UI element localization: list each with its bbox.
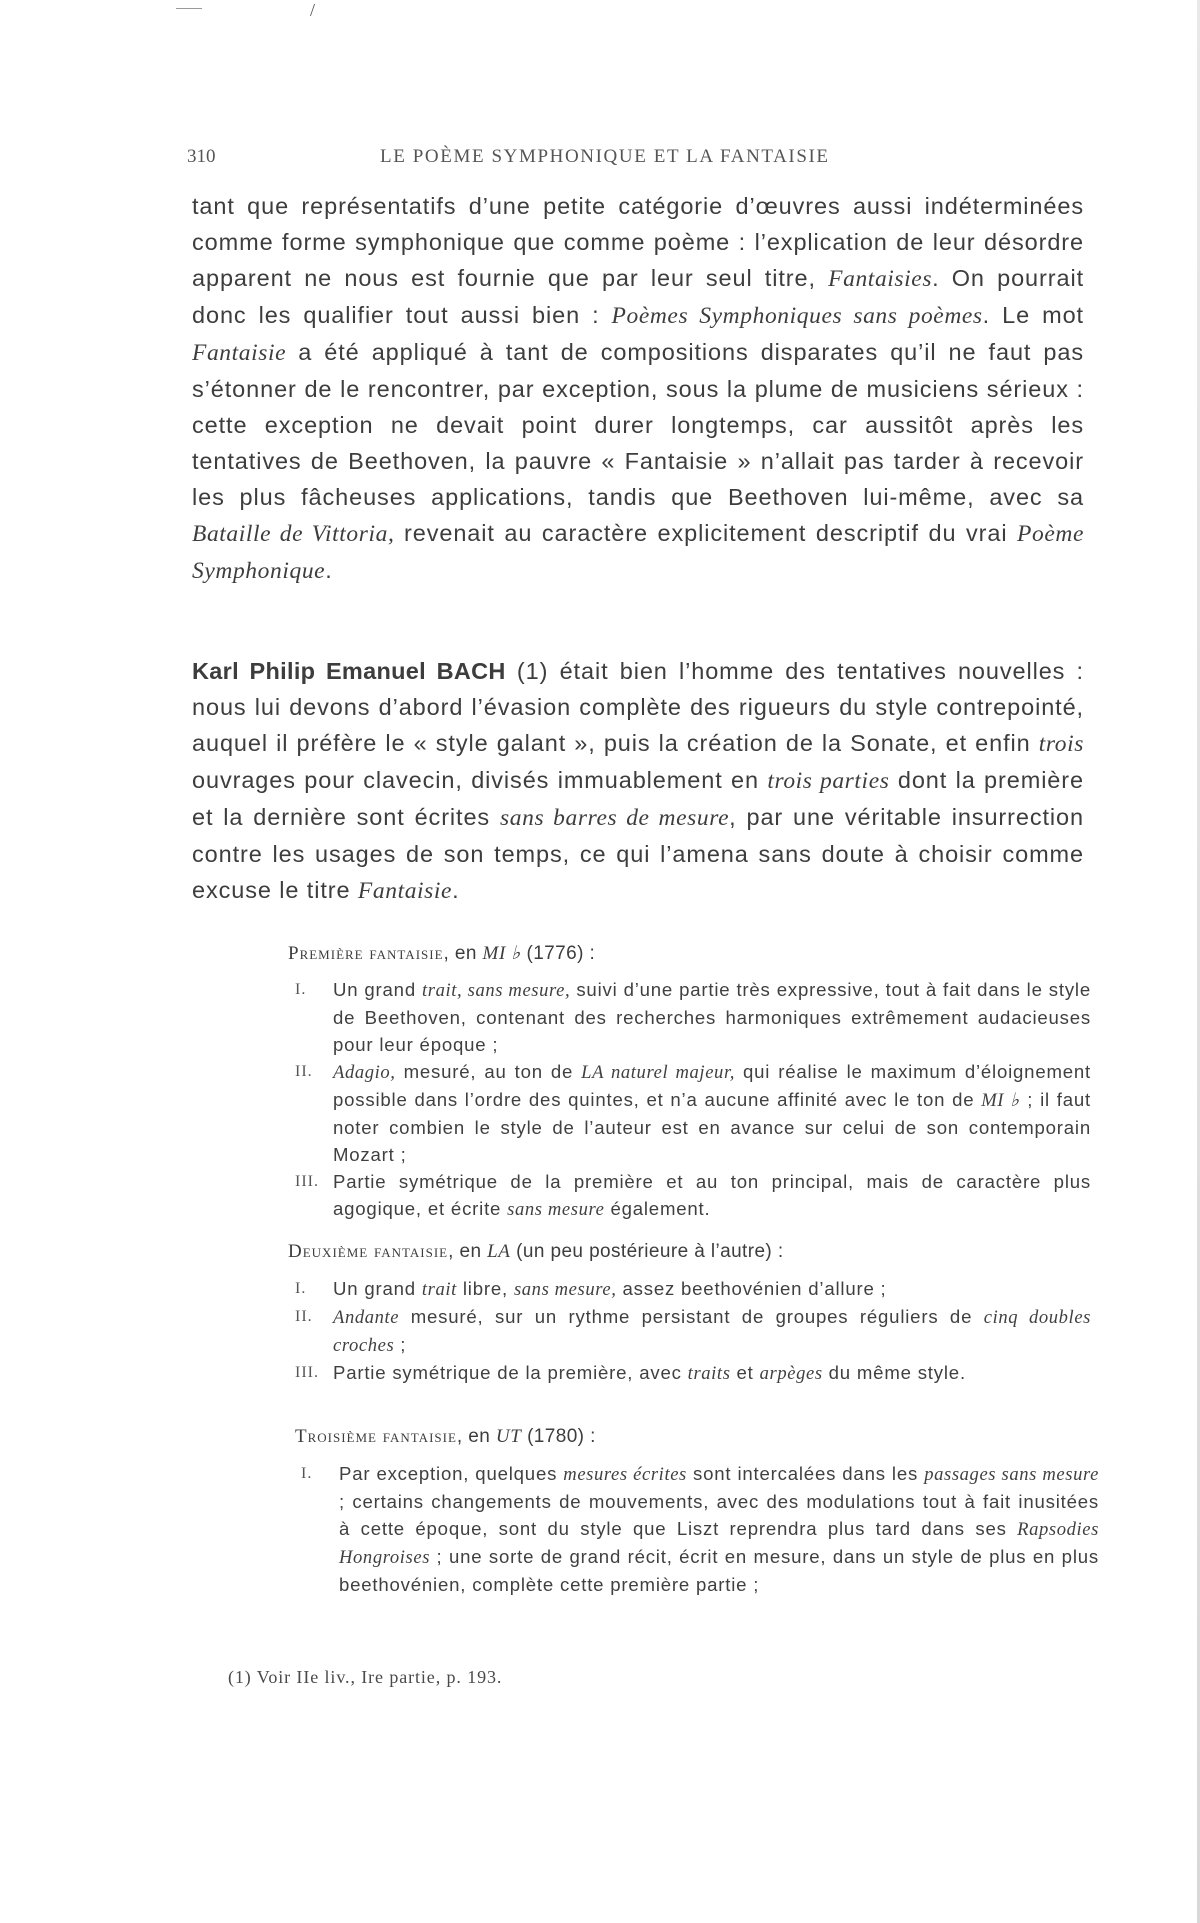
roman-numeral: II. [295,1308,313,1325]
text: (1780) : [521,1426,596,1447]
text: suivi d’une partie très expressive, tout à fait dans le style de Beethoven, contenant des recherches harmoniques extrêmement audacieuses pour leur époque ; [333,979,1091,1055]
italic-text: sans mesure [507,1199,605,1220]
text: Partie symétrique de la première, avec [333,1362,688,1383]
paragraph-fantaisies [192,188,1084,589]
text: mesuré, sur un rythme persistant de groupes réguliers de [399,1306,984,1327]
text: . [452,877,460,903]
page-number: 310 [187,146,216,167]
text: . [325,557,333,583]
text: (1776) : [520,943,596,964]
text: , en [456,1426,496,1447]
italic-text: trois parties [767,768,890,794]
list-item [295,1168,1091,1223]
italic-text: sans barres de mesure [500,805,730,831]
text: et [730,1362,760,1383]
text: (un peu postérieure à l’autre) : [510,1241,784,1262]
text: assez beethovénien d’allure ; [616,1278,887,1299]
footnote: (1) Voir IIe liv., Ire partie, p. 193. [228,1667,503,1687]
running-title: LE POÈME SYMPHONIQUE ET LA FANTAISIE [380,146,830,167]
scan-mark-slash: / [310,0,316,20]
text: , en [448,1241,488,1262]
text: Par exception, quelques [339,1463,564,1484]
composer-name: Karl Philip Emanuel BACH [192,658,506,684]
list-item [301,1460,1099,1598]
roman-numeral: III. [295,1364,319,1381]
italic-text: trois [1038,731,1084,757]
text: Partie symétrique de la première et au ton principal, mais de caractère plus agogique, et écrite [333,1171,1091,1219]
text: ; [394,1334,407,1355]
list-item [295,1058,1091,1168]
text: ; une sorte de grand récit, écrit en mesure, dans un style de plus en plus beethovénien, complète cette première partie ; [339,1546,1099,1595]
roman-numeral: I. [295,1280,307,1297]
section-label: Première fantaisie [288,943,444,964]
first-fantaisie-list [295,976,1091,1223]
roman-numeral: I. [301,1465,313,1482]
key-name: UT [495,1426,522,1447]
italic-text: arpèges [759,1363,823,1384]
section-label: Deuxième fantaisie [288,1241,449,1262]
text: ; certains changements de mouvements, avec des modulations tout à fait inusitées à cette époque, sont du style que Liszt reprendra plus tard dans ses [339,1491,1099,1539]
text: ; il faut noter combien le style de l’auteur est en avance sur celui de son contemporain Mozart ; [333,1089,1091,1165]
list-item [295,976,1091,1058]
text: sont intercalées dans les [686,1463,925,1484]
roman-numeral: III. [295,1173,319,1190]
text: ouvrages pour clavecin, divisés immuablement en [192,767,768,793]
second-fantaisie-list [295,1275,1091,1387]
scan-mark [176,8,202,9]
italic-text: Andante [333,1307,400,1328]
italic-text: Poèmes Symphoniques sans poèmes [611,303,983,329]
italic-text: MI ♭ [981,1090,1021,1111]
key-name: LA [487,1241,511,1262]
text: , par une véritable insurrection contre les usages de son temps, ce qui l’amena sans doute à choisir comme excuse le titre [192,804,1084,903]
italic-text: Fantaisie [192,340,287,366]
key-name: MI ♭ [482,943,521,964]
text: du même style. [822,1362,966,1383]
text: tant que représentatifs d’une petite catégorie d’œuvres aussi indéterminées comme forme symphonique que comme poème : l’explication de leur désordre apparent ne nous est fournie que par leur seul titre, [192,193,1084,291]
section-label: Troisième fantaisie [295,1426,457,1447]
italic-text: Rapsodies Hongroises [339,1519,1099,1568]
italic-text: sans mesure, [513,1279,617,1300]
italic-text: LA naturel majeur, [581,1062,735,1083]
text: . Le mot [982,302,1084,328]
running-header [187,144,1082,172]
text: , en [443,943,483,964]
text: qui réalise le maximum d’éloignement possible dans l’ordre des quintes, et n’a aucune affinité avec le ton de [333,1061,1091,1110]
text: revenait au caractère explicitement descriptif du vrai [394,520,1018,546]
section-heading-third [295,1426,1095,1448]
text: libre, [456,1278,514,1299]
list-item [295,1275,1091,1303]
text: Un grand [333,1278,422,1299]
italic-text: passages sans mesure [924,1464,1099,1485]
italic-text: Poème Symphonique [192,521,1084,584]
italic-text: cinq doubles croches [333,1307,1092,1356]
text: a été appliqué à tant de compositions disparates qu’il ne faut pas s’étonner de le rencontrer, par exception, sous la plume de musiciens sérieux : cette exception ne devait point durer longtemps, car aussitôt après les tentatives de Beethoven, la pauvre « Fantaisie » n’allait pas tarder à recevoir les plus fâcheuses applications, tandis que Beethoven lui-même, avec sa [192,339,1084,510]
italic-text: trait, sans mesure, [422,980,571,1001]
list-item [295,1359,1091,1387]
italic-text: Fantaisies [828,266,933,292]
text: . On pourrait donc les qualifier tout aussi bien : [192,265,1084,328]
third-fantaisie-list [301,1460,1099,1598]
italic-text: Fantaisie [357,878,453,904]
italic-text: traits [687,1363,731,1384]
paragraph-bach [192,653,1084,909]
text: (1) était bien l’homme des tentatives nouvelles : nous lui devons d’abord l’évasion complète des rigueurs du style contrepointé, auquel il préfère le « style galant », puis la création de la Sonate, et enfin [192,658,1084,756]
text: mesuré, au ton de [395,1061,582,1082]
italic-text: Adagio, [333,1062,396,1083]
section-heading-first [288,942,1088,965]
roman-numeral: I. [295,981,307,998]
text: également. [604,1198,711,1219]
roman-numeral: II. [295,1063,313,1080]
text: Un grand [333,979,423,1000]
italic-text: mesures écrites [563,1464,687,1485]
italic-text: Bataille de Vittoria, [192,521,395,547]
list-item [295,1303,1091,1359]
italic-text: trait [421,1279,457,1300]
text: dont la première et la dernière sont écrites [192,767,1084,830]
section-heading-second [288,1241,1088,1263]
